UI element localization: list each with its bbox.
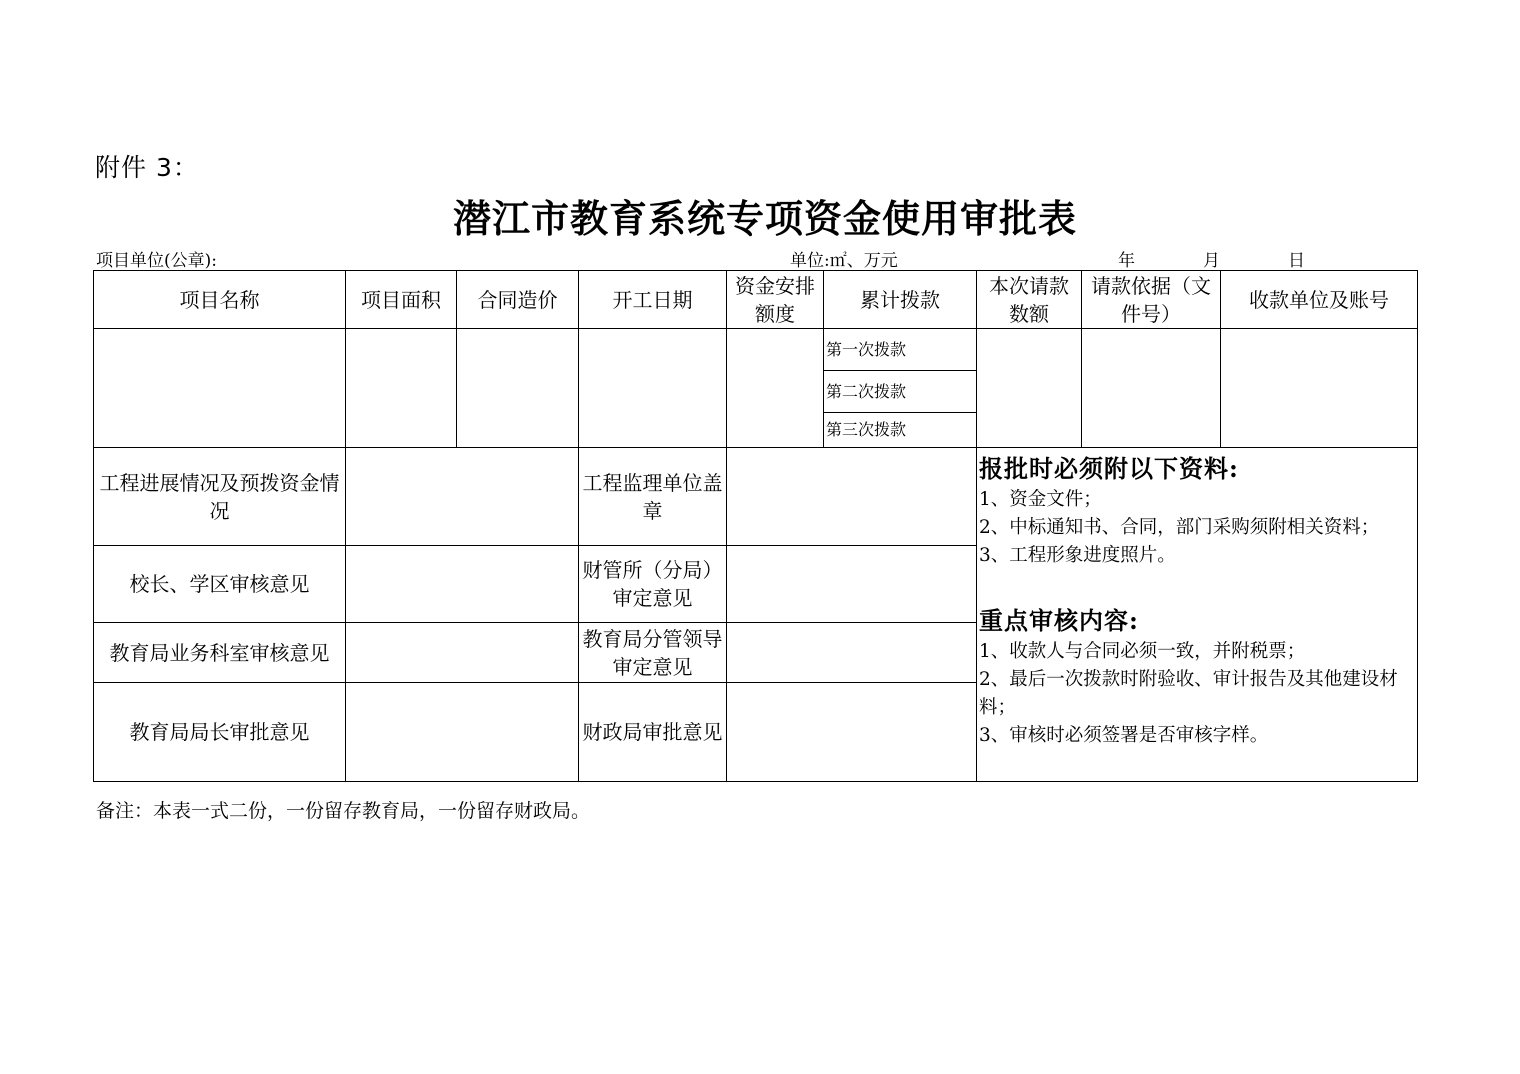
requirements-notes (977, 448, 1418, 782)
field-finance-office-review[interactable] (727, 546, 977, 623)
label-department-review: 教育局业务科室审核意见 (94, 623, 346, 683)
review-item: 1、收款人与合同必须一致，并附税票； (979, 641, 1306, 662)
field-director-approval[interactable] (346, 683, 579, 782)
header-cumulative-payment: 累计拨款 (824, 271, 977, 329)
project-unit-label: 项目单位(公章): (96, 251, 217, 271)
installment-second[interactable]: 第二次拨款 (824, 371, 977, 413)
approval-row (94, 448, 1418, 546)
cell-payee-account[interactable] (1221, 329, 1418, 448)
header-contract-price: 合同造价 (457, 271, 579, 329)
cell-project-name[interactable] (94, 329, 346, 448)
unit-label: 单位:㎡、万元 (790, 251, 898, 271)
year-label: 年 (1118, 251, 1135, 271)
header-request-basis: 请款依据（文件号） (1082, 271, 1221, 329)
label-finance-office-review: 财管所（分局）审定意见 (579, 546, 727, 623)
field-principal-review[interactable] (346, 546, 579, 623)
cell-start-date[interactable] (579, 329, 727, 448)
day-label: 日 (1288, 251, 1305, 271)
header-row (94, 271, 1418, 329)
review-item: 3、审核时必须签署是否审核字样。 (979, 725, 1269, 746)
attachment-label: 附件 3： (95, 153, 199, 182)
table-row (94, 329, 1418, 371)
review-item: 2、最后一次拨款时附验收、审计报告及其他建设材料； (979, 669, 1398, 718)
materials-item: 3、工程形象进度照片。 (979, 545, 1176, 566)
approval-form-table (93, 270, 1418, 782)
cell-fund-allocation[interactable] (727, 329, 824, 448)
month-label: 月 (1203, 251, 1220, 271)
materials-heading: 报批时必须附以下资料: (979, 454, 1239, 483)
header-project-name: 项目名称 (94, 271, 346, 329)
field-department-review[interactable] (346, 623, 579, 683)
header-start-date: 开工日期 (579, 271, 727, 329)
header-request-amount: 本次请款数额 (977, 271, 1082, 329)
label-principal-review: 校长、学区审核意见 (94, 546, 346, 623)
materials-item: 1、资金文件； (979, 489, 1102, 510)
installment-first[interactable]: 第一次拨款 (824, 329, 977, 371)
form-title: 潜江市教育系统专项资金使用审批表 (452, 196, 1077, 241)
header-project-area: 项目面积 (346, 271, 457, 329)
footnote: 备注：本表一式二份，一份留存教育局，一份留存财政局。 (96, 800, 591, 822)
installment-third[interactable]: 第三次拨款 (824, 413, 977, 448)
materials-item: 2、中标通知书、合同，部门采购须附相关资料； (979, 517, 1380, 538)
cell-request-basis[interactable] (1082, 329, 1221, 448)
cell-project-area[interactable] (346, 329, 457, 448)
header-fund-allocation: 资金安排额度 (727, 271, 824, 329)
review-heading: 重点审核内容: (979, 606, 1139, 635)
field-finance-bureau-approval[interactable] (727, 683, 977, 782)
field-leader-review[interactable] (727, 623, 977, 683)
cell-request-amount[interactable] (977, 329, 1082, 448)
cell-contract-price[interactable] (457, 329, 579, 448)
label-director-approval: 教育局局长审批意见 (94, 683, 346, 782)
header-payee-account: 收款单位及账号 (1221, 271, 1418, 329)
label-progress: 工程进展情况及预拨资金情况 (94, 448, 346, 546)
field-supervision-seal[interactable] (727, 448, 977, 546)
label-leader-review: 教育局分管领导审定意见 (579, 623, 727, 683)
label-supervision-seal: 工程监理单位盖章 (579, 448, 727, 546)
field-progress[interactable] (346, 448, 579, 546)
label-finance-bureau-approval: 财政局审批意见 (579, 683, 727, 782)
